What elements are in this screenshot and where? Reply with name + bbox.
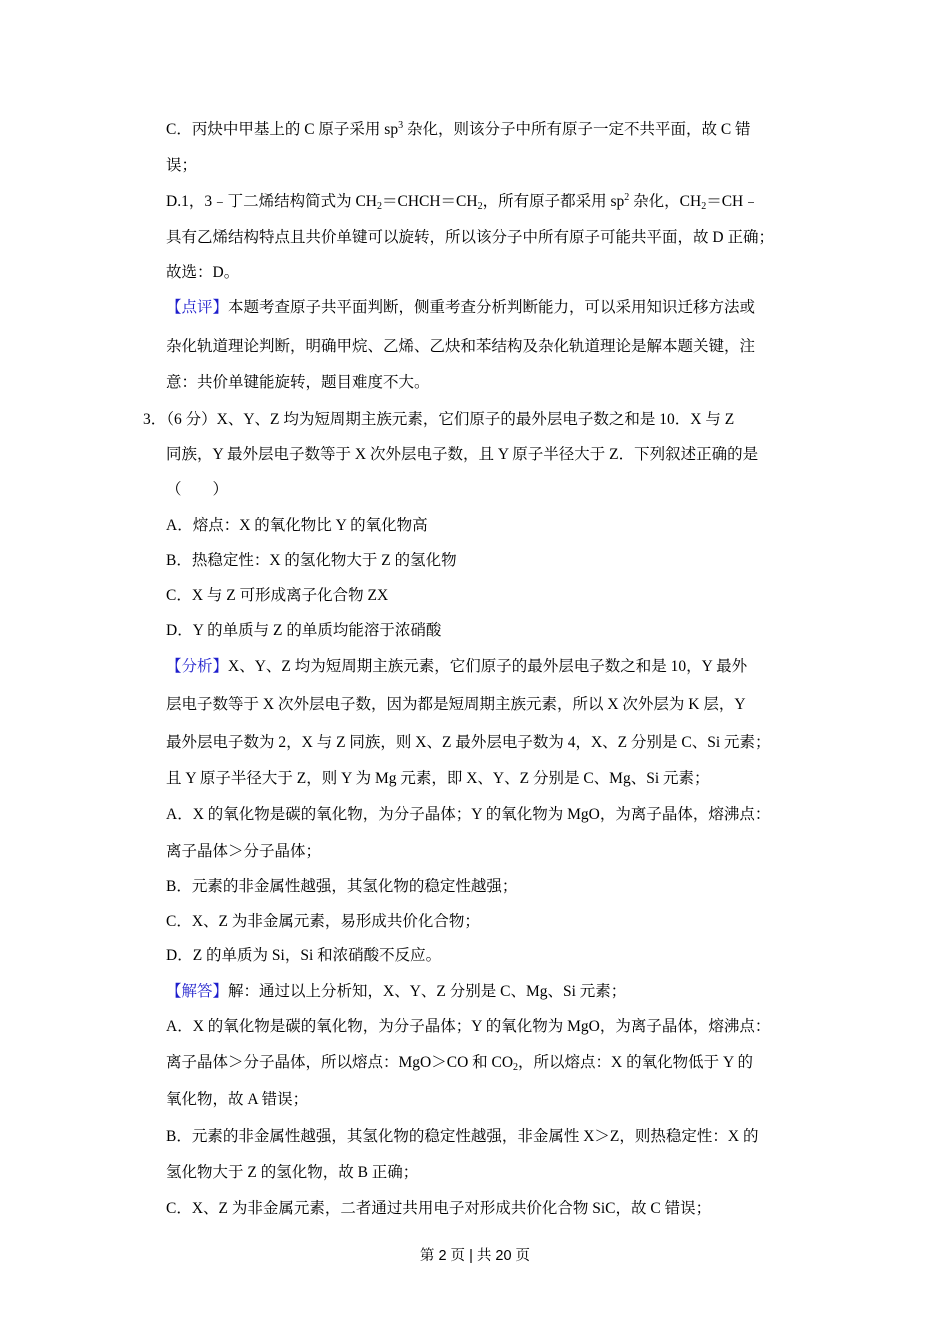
q2-comment-line-2: 杂化轨道理论判断，明确甲烷、乙烯、乙炔和苯结构及杂化轨道理论是解本题关键，注: [166, 338, 756, 355]
q2-option-d-line-2: 具有乙烯结构特点且共价单键可以旋转，所以该分子中所有原子可能共平面，故 D 正确；: [166, 229, 774, 246]
question-number: 3．: [143, 411, 167, 428]
q3-analysis-line-4: 且 Y 原子半径大于 Z，则 Y 为 Mg 元素，即 X、Y、Z 分别是 C、Mg、Si 元素；: [166, 770, 710, 787]
q3-analysis-line-3: 最外层电子数为 2，X 与 Z 同族，则 X、Z 最外层电子数为 4，X、Z 分别是 C、Si 元素；: [166, 734, 771, 751]
q3-answer-a-line-2: 离子晶体＞分子晶体，所以熔点：MgO＞CO 和 $CO_2$，所以熔点：X 的氧化物低于 Y 的: [166, 1054, 753, 1073]
answer-tag: 【解答】: [166, 983, 229, 1000]
analysis-tag: 【分析】: [166, 658, 229, 675]
q2-choice: 故选：D。: [166, 264, 240, 281]
page-footer: 第 2 页 | 共 20 页: [419, 1248, 531, 1264]
q2-comment-line-3: 意：共价单键能旋转，题目难度不大。: [166, 374, 430, 391]
q3-stem-blank: （ ）: [166, 481, 229, 498]
q3-answer-line-0: 【解答】解：通过以上分析知，X、Y、Z 分别是 C、Mg、Si 元素；: [166, 983, 627, 1000]
q3-option-b: B．热稳定性：X 的氢化物大于 Z 的氢化物: [166, 552, 457, 569]
q3-analysis-line-1: 【分析】X、Y、Z 均为短周期主族元素，它们原子的最外层电子数之和是 10，Y 最外: [166, 658, 748, 675]
q2-option-c-line-1: C．丙炔中甲基上的 C 原子采用 $sp^3$ 杂化，则该分子中所有原子一定不共平面，故 C 错: [166, 120, 751, 138]
q3-answer-b-line-1: B．元素的非金属性越强，其氢化物的稳定性越强，非金属性 X＞Z，则热稳定性：X 的: [166, 1128, 759, 1145]
q3-analysis-b: B．元素的非金属性越强，其氢化物的稳定性越强；: [166, 878, 518, 895]
q3-option-a: A．熔点：X 的氧化物比 Y 的氧化物高: [166, 517, 428, 534]
q3-analysis-a-line-2: 离子晶体＞分子晶体；: [166, 843, 322, 860]
q2-option-d-line-1: D.1，3﹣丁二烯结构简式为 $CH_2=CHCH=CH_2$，所有原子都采用 $sp^2$ 杂化，$CH_2=CH﹣$: [166, 192, 759, 212]
q3-analysis-d: D．Z 的单质为 Si，Si 和浓硝酸不反应。: [166, 947, 442, 964]
q3-stem-line-2: 同族，Y 最外层电子数等于 X 次外层电子数，且 Y 原子半径大于 Z．下列叙述正确的是: [166, 446, 759, 463]
q3-analysis-line-2: 层电子数等于 X 次外层电子数，因为都是短周期主族元素，所以 X 次外层为 K 层，Y: [166, 696, 746, 713]
q3-analysis-a-line-1: A．X 的氧化物是碳的氧化物，为分子晶体；Y 的氧化物为 MgO，为离子晶体，熔沸点：: [166, 806, 771, 823]
q2-option-c-line-2: 误；: [166, 157, 198, 174]
q3-stem-line-1: 3．（6 分）X、Y、Z 均为短周期主族元素，它们原子的最外层电子数之和是 10．X 与 Z: [143, 411, 735, 428]
q3-answer-c: C．X、Z 为非金属元素，二者通过共用电子对形成共价化合物 SiC，故 C 错误；: [166, 1200, 712, 1217]
comment-tag: 【点评】: [166, 299, 229, 316]
q3-analysis-c: C．X、Z 为非金属元素，易形成共价化合物；: [166, 913, 480, 930]
q2-comment-line-1: 【点评】本题考查原子共平面判断，侧重考查分析判断能力，可以采用知识迁移方法或: [166, 299, 756, 316]
q3-answer-a-line-3: 氧化物，故 A 错误；: [166, 1091, 309, 1108]
q3-answer-a-line-1: A．X 的氧化物是碳的氧化物，为分子晶体；Y 的氧化物为 MgO，为离子晶体，熔沸点：: [166, 1018, 771, 1035]
q3-option-c: C．X 与 Z 可形成离子化合物 ZX: [166, 587, 389, 604]
q3-option-d: D．Y 的单质与 Z 的单质均能溶于浓硝酸: [166, 622, 442, 639]
q3-answer-b-line-2: 氢化物大于 Z 的氢化物，故 B 正确；: [166, 1164, 419, 1181]
